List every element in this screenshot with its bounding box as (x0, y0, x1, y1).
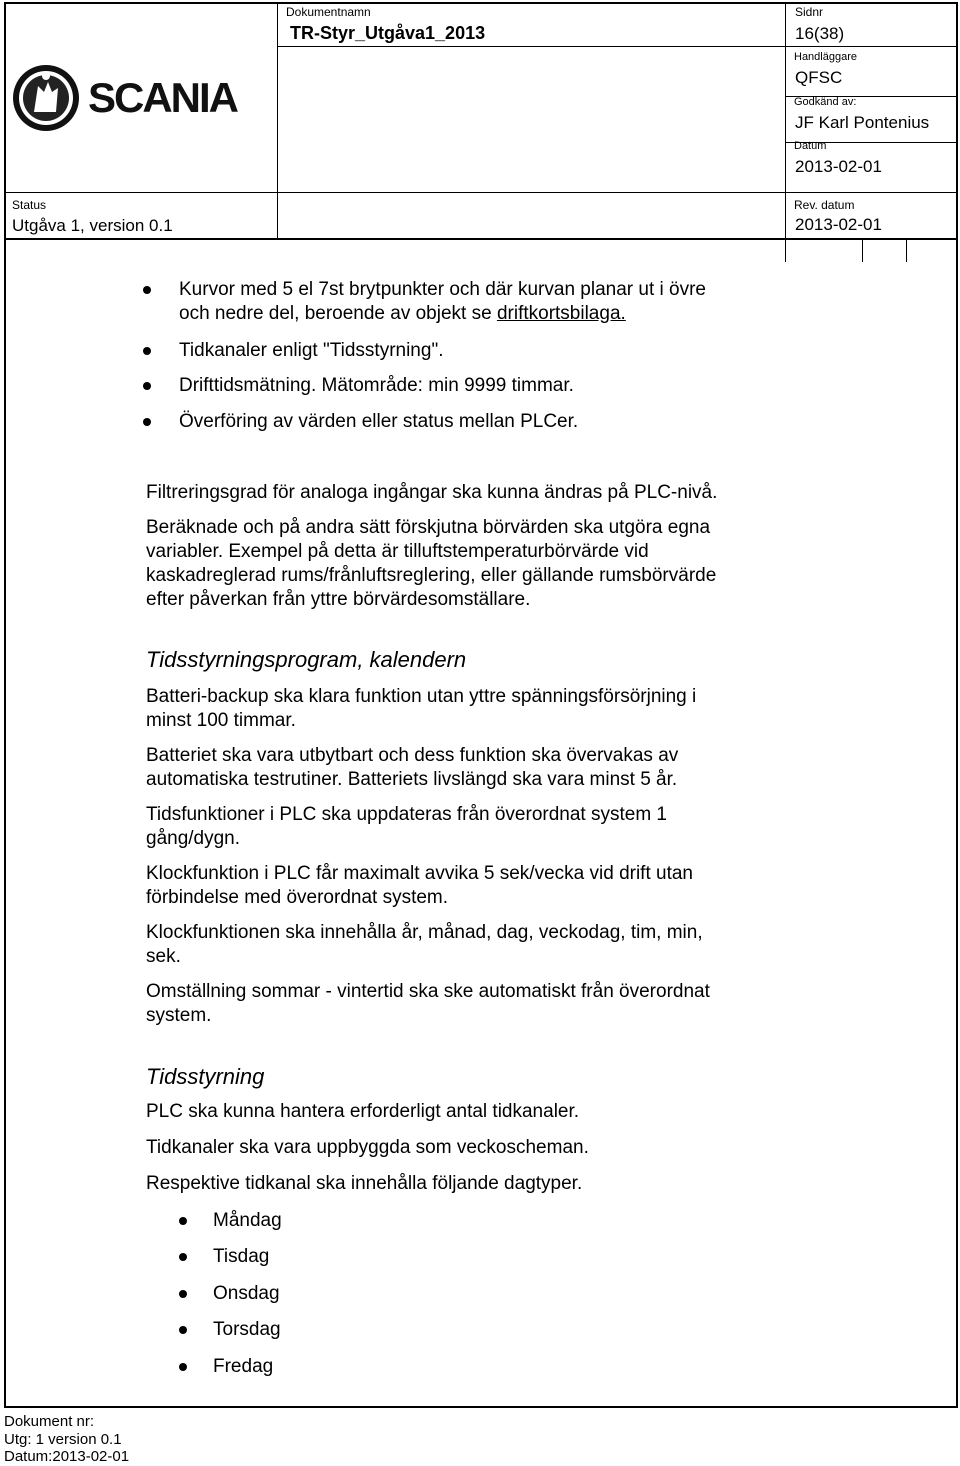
paragraph-line: automatiska testrutiner. Batteriets livslängd ska vara minst 5 år. (146, 769, 678, 790)
paragraph-line: kaskadreglerad rums/frånluftsreglering, eller gällande rumsbörvärde (146, 565, 717, 586)
list-item: Överföring av värden eller status mellan PLCer. (179, 411, 579, 432)
paragraph: Respektive tidkanal ska innehålla följande dagtyper. (146, 1173, 583, 1194)
doc-name: TR-Styr_Utgåva1_2013 (290, 23, 486, 43)
scania-logo (10, 62, 274, 134)
date-label: Datum (794, 140, 827, 152)
approved-label: Godkänd av: (794, 96, 857, 108)
list-item: Tidkanaler enligt "Tidsstyrning". (179, 340, 444, 361)
paragraph-line: Batteri-backup ska klara funktion utan yttre spänningsförsörjning i (146, 686, 697, 707)
paragraph-line: förbindelse med överordnat system. (146, 887, 449, 908)
bullet-icon (143, 286, 151, 294)
rev-date-label: Rev. datum (794, 198, 855, 212)
list-item: Fredag (213, 1356, 274, 1377)
driftkort-link[interactable]: driftkortsbilaga. (496, 303, 626, 324)
section-heading: Tidsstyrningsprogram, kalendern (146, 647, 467, 672)
paragraph-line: minst 100 timmar. (146, 710, 296, 731)
list-item: Drifttidsmätning. Mätområde: min 9999 timmar. (179, 375, 574, 396)
bullet-icon (143, 418, 151, 426)
paragraph-line: sek. (146, 946, 181, 967)
section-heading: Tidsstyrning (146, 1064, 265, 1089)
bullet-icon (179, 1217, 187, 1225)
status: Utgåva 1, version 0.1 (12, 216, 173, 235)
paragraph: Filtreringsgrad för analoga ingångar ska kunna ändras på PLC-nivå. (146, 482, 718, 503)
logo-wordmark: SCANIA (88, 74, 238, 121)
bullet-icon (179, 1363, 187, 1371)
header-divider (277, 2, 278, 240)
header-divider (785, 46, 958, 47)
paragraph-line: Batteriet ska vara utbytbart och dess funktion ska övervakas av (146, 745, 679, 766)
bullet-icon (179, 1326, 187, 1334)
page-number: 16(38) (795, 24, 845, 43)
tick-mark (906, 240, 907, 262)
list-item-continued: och nedre del, beroende av objekt se driftkortsbilaga. (179, 303, 626, 324)
bullet-icon (143, 347, 151, 355)
paragraph-line: Beräknade och på andra sätt förskjutna börvärden ska utgöra egna (146, 517, 711, 538)
approved-by: JF Karl Pontenius (795, 113, 930, 132)
footer-version: Utg: 1 version 0.1 (4, 1431, 122, 1448)
handler: QFSC (795, 68, 843, 87)
list-item: Kurvor med 5 el 7st brytpunkter och där kurvan planar ut i övre (179, 279, 706, 300)
list-item: Tisdag (213, 1246, 270, 1267)
paragraph-line: efter påverkan från yttre börvärdesomställare. (146, 589, 531, 610)
handler-label: Handläggare (794, 51, 857, 63)
paragraph-line: Klockfunktionen ska innehålla år, månad, dag, veckodag, tim, min, (146, 922, 703, 943)
rev-date: 2013-02-01 (795, 215, 882, 234)
paragraph: Tidkanaler ska vara uppbyggda som veckoscheman. (146, 1137, 589, 1158)
bullet-icon (179, 1253, 187, 1261)
status-label: Status (12, 198, 47, 212)
header-divider (277, 46, 785, 47)
tick-mark (785, 240, 786, 262)
bullet-icon (179, 1290, 187, 1298)
paragraph: PLC ska kunna hantera erforderligt antal tidkanaler. (146, 1101, 580, 1122)
footer-date: Datum:2013-02-01 (4, 1448, 130, 1465)
list-item: Måndag (213, 1210, 282, 1231)
doc-name-label: Dokumentnamn (286, 5, 371, 19)
header-divider (785, 2, 786, 240)
footer-doc-nr: Dokument nr: (4, 1413, 95, 1430)
paragraph-line: gång/dygn. (146, 828, 241, 849)
tick-mark (862, 240, 863, 262)
bullet-icon (143, 382, 151, 390)
list-item: Torsdag (213, 1319, 281, 1340)
paragraph-line: Klockfunktion i PLC får maximalt avvika 5 sek/vecka vid drift utan (146, 863, 694, 884)
paragraph-line: variabler. Exempel på detta är tilluftstemperaturbörvärde vid (146, 541, 649, 562)
list-item: Onsdag (213, 1283, 280, 1304)
paragraph-line: Tidsfunktioner i PLC ska uppdateras från överordnat system 1 (146, 804, 667, 825)
paragraph-line: Omställning sommar - vintertid ska ske automatiskt från överordnat (146, 981, 710, 1002)
date: 2013-02-01 (795, 157, 882, 176)
paragraph-line: system. (146, 1005, 212, 1026)
header-divider (4, 192, 958, 193)
page-label: Sidnr (795, 5, 824, 19)
